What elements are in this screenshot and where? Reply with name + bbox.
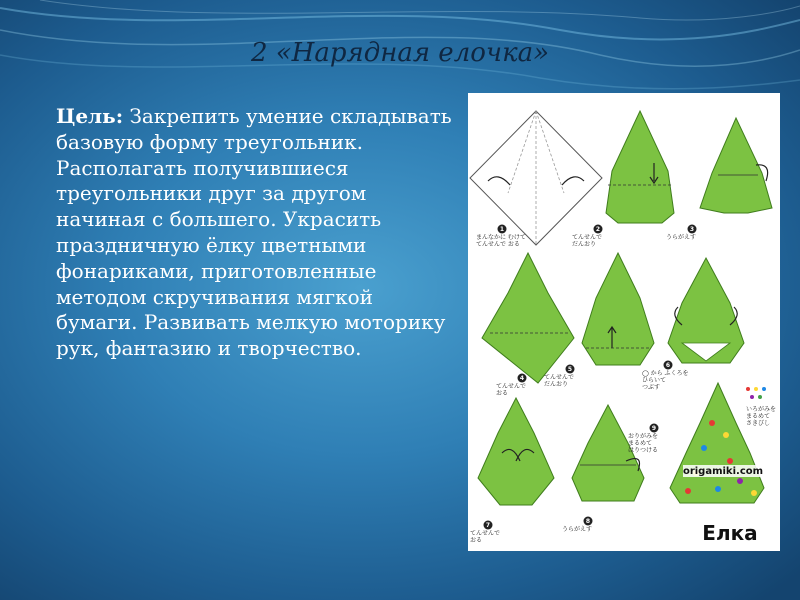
step-1-caption: てんせんで おる xyxy=(476,241,520,248)
step-3-number: 3 xyxy=(689,226,695,233)
step-1-caption: まんなかに むけて xyxy=(476,234,526,241)
step-9-caption: おりがみを xyxy=(628,433,659,440)
step-6-caption: ◯ から ふくろを xyxy=(642,370,689,377)
step-2-tree-shape xyxy=(606,111,674,223)
step-5-tree-shape xyxy=(582,253,654,365)
step-1-number: 1 xyxy=(499,226,505,233)
goal-paragraph xyxy=(56,104,456,362)
goal-label: Цель: xyxy=(56,104,124,128)
origami-diagram xyxy=(468,93,780,551)
step-2-caption: だんおり xyxy=(572,241,597,248)
step-5-number: 5 xyxy=(567,366,573,373)
step-4-caption: てんせんで xyxy=(496,383,527,390)
step-6-caption: つぶす xyxy=(642,384,661,391)
step-4-caption: おる xyxy=(496,390,509,397)
step-6-caption: ひらいて xyxy=(642,377,667,384)
step-2-number: 2 xyxy=(595,226,601,233)
step-9-caption: はりつける xyxy=(628,447,659,454)
step-7-tree-shape xyxy=(478,398,554,505)
step-6-number: 6 xyxy=(665,362,671,369)
step-6-tree-shape xyxy=(668,258,744,363)
origami-instructions-panel xyxy=(468,93,780,551)
step-3-caption: うらがえす xyxy=(666,234,697,241)
result-label: Елка xyxy=(702,521,758,545)
step-4-tree-shape xyxy=(482,253,574,383)
step-3-tree-shape xyxy=(700,118,772,213)
slide-title: 2 «Нарядная елочка» xyxy=(250,38,550,68)
side-note-line-1: いろがみを xyxy=(746,406,777,413)
step-4-number: 4 xyxy=(519,375,525,382)
step-5-caption: だんおり xyxy=(544,381,569,388)
step-7-number: 7 xyxy=(485,522,491,529)
step-7-caption: てんせんで xyxy=(470,530,501,537)
step-8-number: 8 xyxy=(585,518,591,525)
step-8-caption: うらがえす xyxy=(562,526,593,533)
step-9-final-tree xyxy=(670,383,766,503)
side-note-line-2: まるめて xyxy=(746,413,771,420)
step-7-caption: おる xyxy=(470,537,483,544)
side-note-line-3: さきびし xyxy=(746,420,771,427)
step-5-caption: てんせんで xyxy=(544,374,575,381)
step-9-number: 9 xyxy=(651,425,657,432)
goal-text: Закрепить умение складывать базовую форму треугольник. Располагать получившиеся треугольники друг за другом начиная с большего. Украсить праздничную ёлку цветными фонариками, приготовленные методом скручивания мягкой бумаги. Развивать мелкую моторику рук, фантазию и творчество. xyxy=(56,104,452,361)
website-label: origamiki.com xyxy=(682,466,764,477)
step-9-caption: まるめて xyxy=(628,440,653,447)
step-1-square-fold xyxy=(470,111,602,245)
step-2-caption: てんせんで xyxy=(572,234,603,241)
